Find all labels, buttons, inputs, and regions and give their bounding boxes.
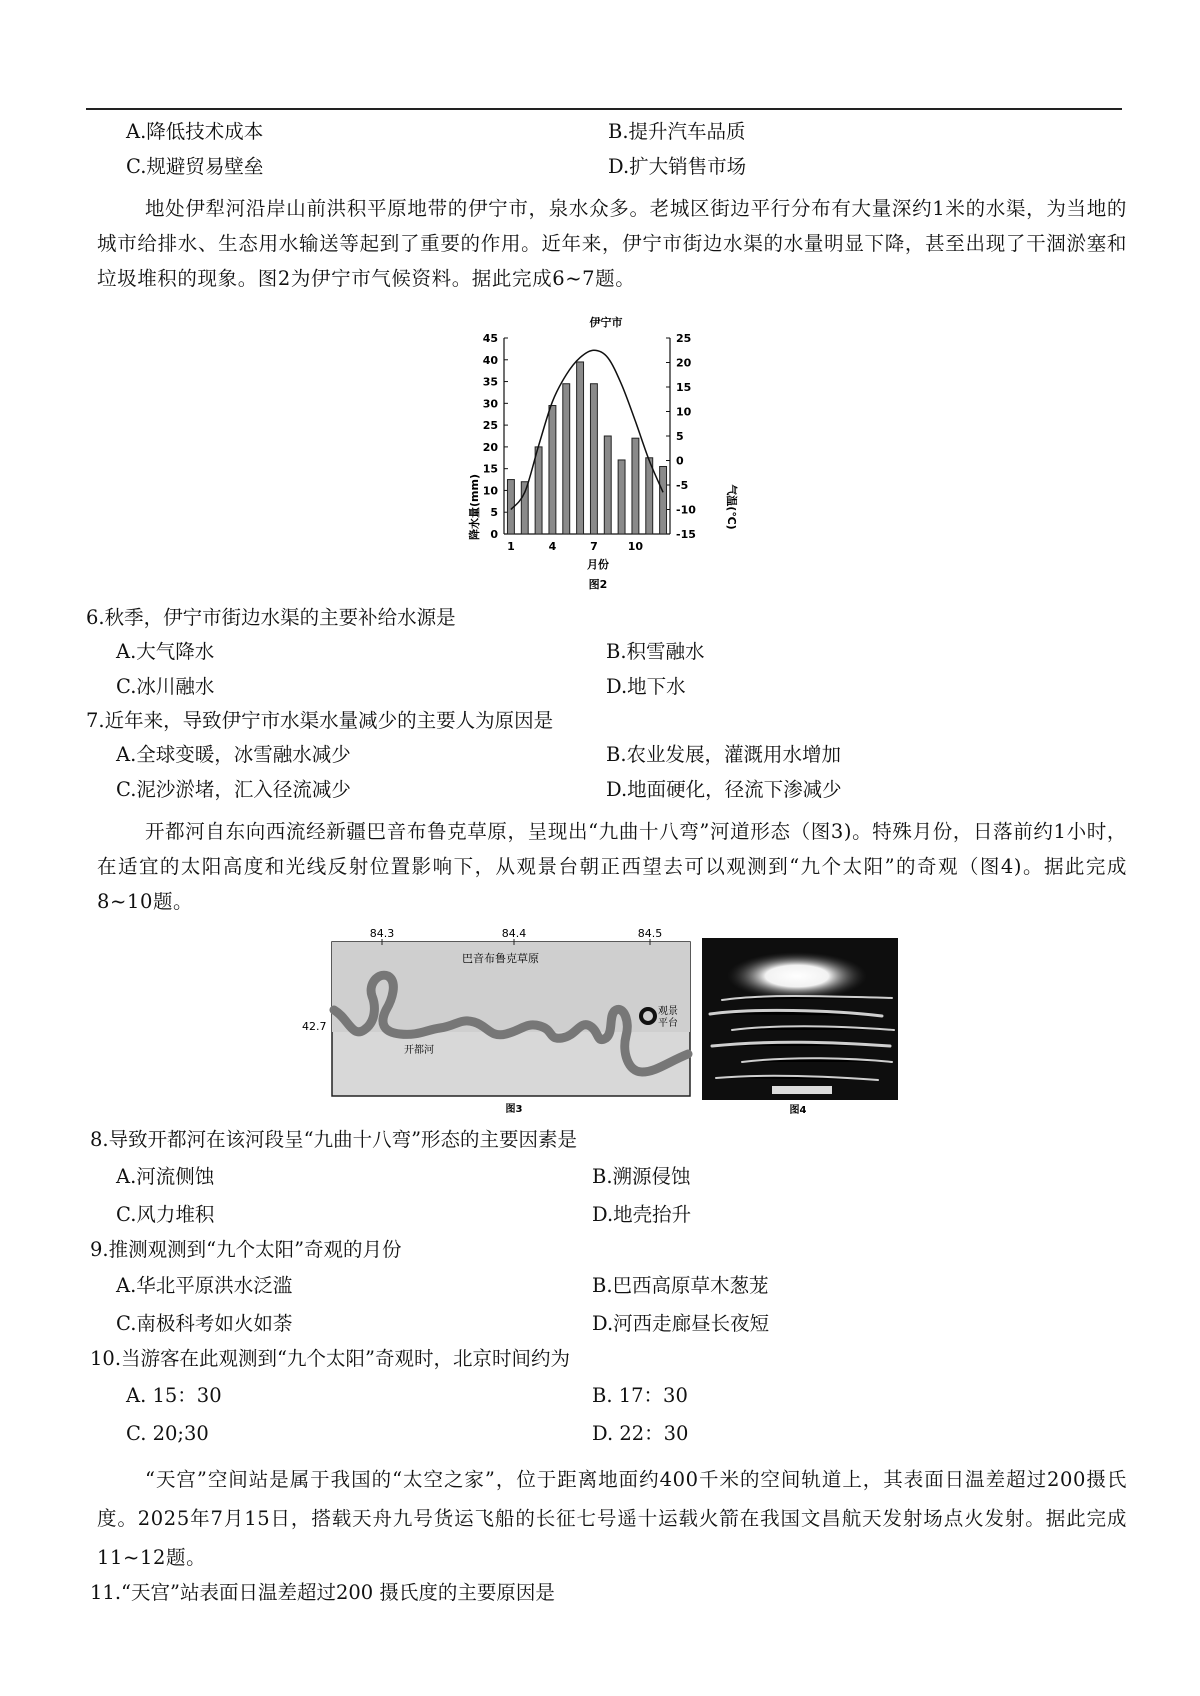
x-axis-label: 月份 [587, 558, 609, 571]
x-tick: 4 [548, 540, 557, 553]
y-right-tick: -5 [676, 479, 689, 492]
lat-label: 42.7 [302, 1020, 327, 1033]
q10-option-b: B. 17：30 [592, 1384, 688, 1407]
platform-label-2: 平台 [658, 1018, 678, 1029]
passage-yining: 地处伊犁河沿岸山前洪积平原地带的伊宁市，泉水众多。老城区街边平行分布有大量深约1米的水渠，为当地的城市给排水、生态用水输送等起到了重要的作用。近年来，伊宁市街边水渠的水量明显下降，甚至出现了干涸淤塞和垃圾堆积的现象。图2为伊宁市气候资料。据此完成6~7题。 [97, 197, 1127, 290]
top-rule [86, 108, 1122, 110]
y-left-label: 降水量(mm) [468, 474, 481, 540]
q7-option-c: C.泥沙淤堵，汇入径流减少 [116, 778, 351, 801]
q7-stem: 7.近年来，导致伊宁市水渠水量减少的主要人为原因是 [86, 709, 554, 732]
passage-tiangong: “天宫”空间站是属于我国的“太空之家”，位于距离地面约400千米的空间轨道上，其表面日温差超过200摄氏度。2025年7月15日，搭载天舟九号货运飞船的长征七号遥十运载火箭在我国文昌航天发射场点火发射。据此完成11~12题。 [97, 1468, 1127, 1569]
lon-label-2: 84.4 [501, 927, 527, 940]
q8-option-b: B.溯源侵蚀 [592, 1165, 691, 1188]
precip-bar [660, 466, 667, 534]
y-right-tick: 0 [676, 454, 684, 468]
y-left-tick: 30 [482, 397, 498, 411]
q8-option-c: C.风力堆积 [116, 1203, 215, 1226]
q6-option-a: A.大气降水 [116, 640, 215, 663]
y-right-tick: 25 [676, 332, 692, 345]
x-tick: 1 [507, 540, 515, 553]
y-left-tick: 35 [482, 375, 498, 389]
q7-option-a: A.全球变暖，冰雪融水减少 [116, 743, 351, 766]
q6-option-b: B.积雪融水 [606, 640, 705, 663]
y-right-tick: 15 [676, 381, 692, 394]
precip-bar [618, 460, 625, 534]
sun-glow [727, 952, 867, 1000]
river-label: 开都河 [404, 1045, 434, 1056]
q8-stem: 8.导致开都河在该河段呈“九曲十八弯”形态的主要因素是 [90, 1128, 578, 1151]
y-right-label: 气温(℃) [725, 484, 738, 530]
y-left-tick: 0 [490, 528, 498, 541]
y-left-tick: 25 [482, 419, 498, 433]
q5-option-c: C.规避贸易壁垒 [126, 155, 264, 178]
y-left-tick: 5 [490, 506, 498, 520]
platform-label-1: 观景 [658, 1006, 678, 1017]
q8-option-a: A.河流侧蚀 [116, 1165, 215, 1188]
precip-bar [535, 447, 542, 534]
figure-2-climate-chart [460, 312, 750, 592]
chart-title: 伊宁市 [589, 316, 623, 329]
precip-bar [521, 482, 528, 534]
q10-option-d: D. 22：30 [592, 1422, 689, 1445]
figure-4-caption: 图4 [789, 1105, 807, 1116]
x-tick: 7 [590, 540, 598, 553]
q9-stem: 9.推测观测到“九个太阳”奇观的月份 [90, 1238, 402, 1261]
precip-bar [549, 406, 556, 534]
q10-option-c: C. 20;30 [126, 1422, 209, 1445]
y-right-tick: 20 [676, 356, 692, 370]
y-right-tick: -10 [676, 503, 696, 517]
q10-option-a: A. 15：30 [126, 1384, 222, 1407]
y-left-tick: 20 [482, 440, 498, 454]
precip-bar [604, 436, 611, 534]
y-right-tick: -15 [676, 528, 696, 541]
q6-option-c: C.冰川融水 [116, 675, 215, 698]
q8-option-d: D.地壳抬升 [592, 1203, 692, 1226]
y-right-tick: 5 [676, 430, 684, 443]
q7-option-d: D.地面硬化，径流下渗减少 [606, 778, 842, 801]
precip-bar [646, 458, 653, 534]
figure-3-caption: 图3 [505, 1104, 523, 1115]
precip-bar [590, 384, 597, 534]
q6-stem: 6.秋季，伊宁市街边水渠的主要补给水源是 [86, 606, 456, 629]
lon-label-3: 84.5 [637, 927, 663, 940]
y-left-tick: 10 [482, 484, 498, 498]
q10-stem: 10.当游客在此观测到“九个太阳”奇观时，北京时间约为 [90, 1347, 570, 1370]
y-left-tick: 15 [482, 462, 498, 476]
q11-stem: 11.“天宫”站表面日温差超过200 摄氏度的主要原因是 [90, 1581, 555, 1604]
precip-bar [563, 384, 570, 534]
q9-option-a: A.华北平原洪水泛滥 [116, 1274, 293, 1297]
q6-option-d: D.地下水 [606, 675, 686, 698]
q5-option-b: B.提升汽车品质 [608, 120, 746, 143]
q9-option-b: B.巴西高原草木葱茏 [592, 1274, 769, 1297]
q5-option-a: A.降低技术成本 [126, 120, 264, 143]
y-right-tick: 10 [676, 405, 692, 419]
y-left-tick: 40 [482, 353, 498, 367]
x-tick: 10 [627, 540, 644, 553]
q5-option-d: D.扩大销售市场 [608, 155, 747, 178]
lon-label-1: 84.3 [369, 927, 395, 940]
precip-bar [632, 438, 639, 534]
grassland-label: 巴音布鲁克草原 [462, 952, 539, 965]
temperature-line [511, 350, 663, 509]
figure-2-caption: 图2 [588, 578, 608, 591]
q9-option-c: C.南极科考如火如荼 [116, 1312, 293, 1335]
q7-option-b: B.农业发展，灌溉用水增加 [606, 743, 842, 766]
passage-kaidu: 开都河自东向西流经新疆巴音布鲁克草原，呈现出“九曲十八弯”河道形态（图3)。特殊月份，日落前约1小时，在适宜的太阳高度和光线反射位置影响下，从观景台朝正西望去可以观测到“九个太阳”的奇观（图4)。据此完成8~10题。 [97, 820, 1127, 913]
y-left-tick: 45 [482, 332, 498, 345]
precip-bar [577, 362, 584, 534]
figure-3-map [300, 926, 695, 1116]
figure-4-photo [702, 938, 902, 1116]
q9-option-d: D.河西走廊昼长夜短 [592, 1312, 770, 1335]
